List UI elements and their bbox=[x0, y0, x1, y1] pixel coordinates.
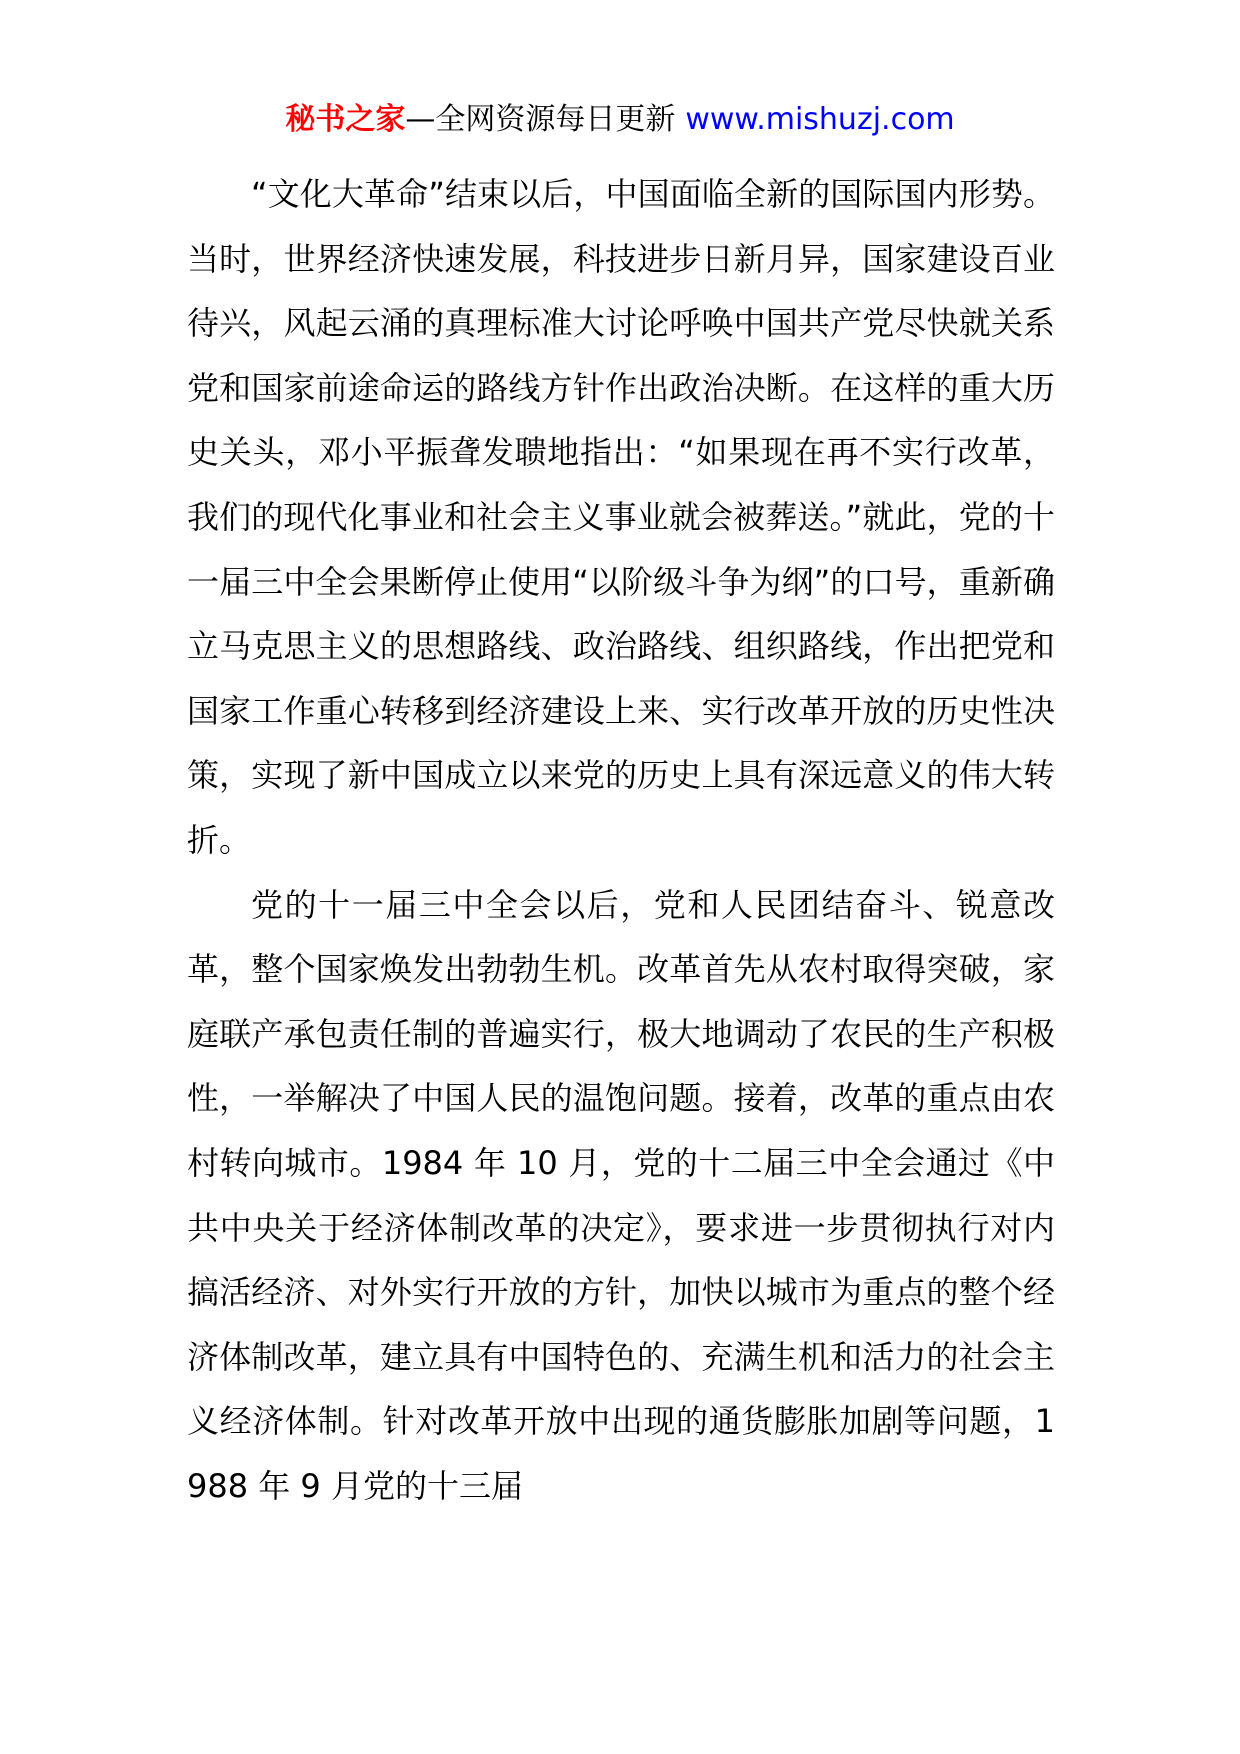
header-brand: 秘书之家 bbox=[285, 102, 406, 137]
header-url-link[interactable]: www.mishuzj.com bbox=[685, 102, 955, 137]
document-body bbox=[187, 162, 1055, 1518]
header-tagline: —全网资源每日更新 bbox=[405, 102, 676, 137]
paragraph: “文化大革命”结束以后，中国面临全新的国际国内形势。当时，世界经济快速发展，科技进步日新月异，国家建设百业待兴，风起云涌的真理标准大讨论呼唤中国共产党尽快就关系党和国家前途命运的路线方针作出政治决断。在这样的重大历史关头，邓小平振聋发聩地指出：“如果现在再不实行改革，我们的现代化事业和社会主义事业就会被葬送。”就此，党的十一届三中全会果断停止使用“以阶级斗争为纲”的口号，重新确立马克思主义的思想路线、政治路线、组织路线，作出把党和国家工作重心转移到经济建设上来、实行改革开放的历史性决策，实现了新中国成立以来党的历史上具有深远意义的伟大转折。 bbox=[187, 175, 1055, 859]
page-header bbox=[0, 98, 1240, 142]
paragraph: 党的十一届三中全会以后，党和人民团结奋斗、锐意改革，整个国家焕发出勃勃生机。改革首先从农村取得突破，家庭联产承包责任制的普遍实行，极大地调动了农民的生产积极性，一举解决了中国人民的温饱问题。接着，改革的重点由农村转向城市。1984 年 10 月，党的十二届三中全会通过《中共中央关于经济体制改革的决定》，要求进一步贯彻执行对内搞活经济、对外实行开放的方针，加快以城市为重点的整个经济体制改革，建立具有中国特色的、充满生机和活力的社会主义经济体制。针对改革开放中出现的通货膨胀加剧等问题，1988 年 9 月党的十三届 bbox=[187, 885, 1055, 1505]
